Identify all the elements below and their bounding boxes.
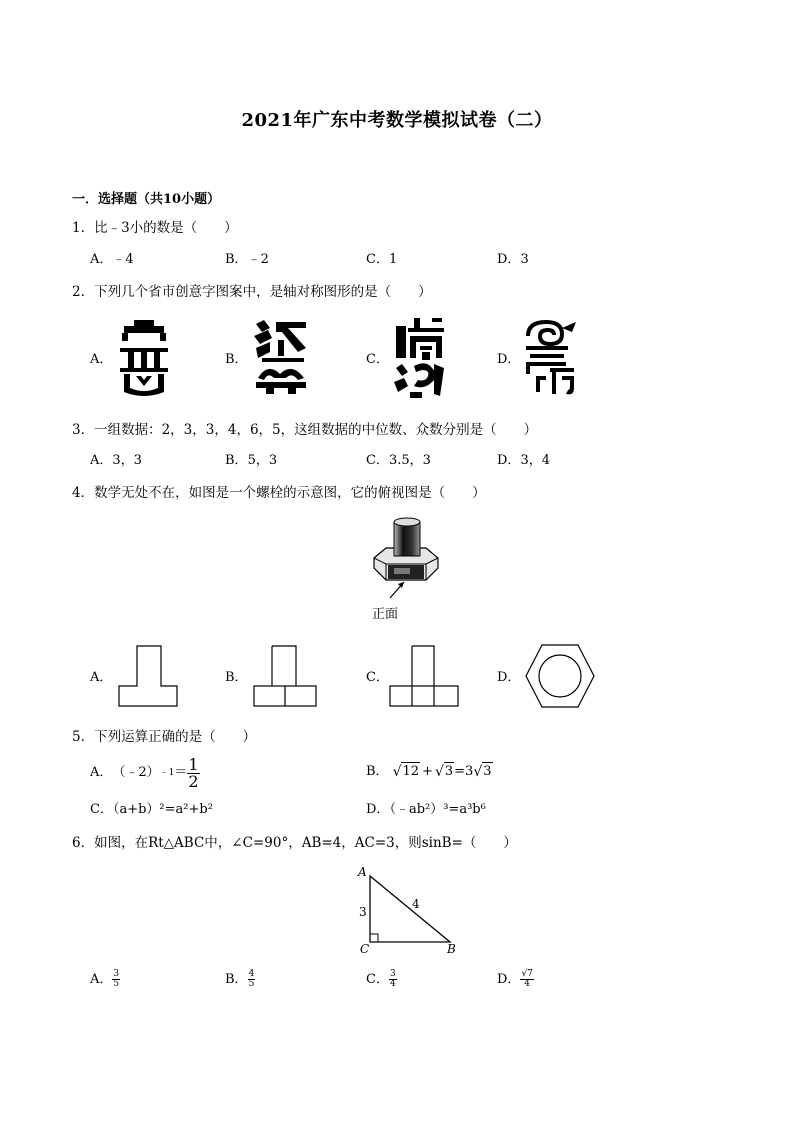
- q3-option-b[interactable]: B．5，3: [225, 453, 278, 468]
- vertex-c-label: C: [360, 942, 370, 956]
- q2-option-a-label[interactable]: A．: [90, 352, 113, 367]
- q4-option-d-figure: [524, 643, 596, 709]
- q2-glyph-d-image: [522, 318, 580, 398]
- radical-sign: √: [434, 763, 444, 780]
- section-heading: 一．选择题（共10小题）: [72, 192, 221, 207]
- question-6-stem: 6．如图，在Rt△ABC中，∠C=90°，AB=4，AC=3，则sinB=（ ）: [72, 835, 517, 851]
- fraction: $\frac{3}{5}$: [113, 969, 120, 989]
- fraction: $\frac{4}{5}$: [248, 969, 255, 989]
- q2-option-c-label[interactable]: C．: [366, 352, 389, 367]
- q4-option-c-label[interactable]: C．: [366, 670, 389, 685]
- q5-option-c[interactable]: C．（a+b）²=a²+b²: [90, 802, 213, 817]
- q3-option-d[interactable]: D．3，4: [497, 453, 550, 468]
- radical-sign: √: [473, 763, 483, 780]
- q2-glyph-c-image: [392, 316, 448, 400]
- q1-option-a[interactable]: A．﹣4: [90, 252, 134, 267]
- question-5-stem: 5．下列运算正确的是（ ）: [72, 729, 257, 745]
- q4-option-c-figure: [388, 644, 460, 708]
- q2-option-b-label[interactable]: B．: [225, 352, 248, 367]
- q1-option-c[interactable]: C．1: [366, 252, 398, 267]
- vertex-b-label: B: [447, 942, 456, 956]
- q1-option-d[interactable]: D．3: [497, 252, 529, 267]
- question-4-stem: 4．数学无处不在，如图是一个螺栓的示意图，它的俯视图是（ ）: [72, 485, 486, 501]
- side-ab-label: 4: [412, 897, 420, 911]
- q4-option-b-figure: [252, 644, 318, 708]
- q4-option-a-label[interactable]: A．: [90, 670, 113, 685]
- page-title: 2021年广东中考数学模拟试卷（二）: [241, 110, 553, 131]
- q4-option-b-label[interactable]: B．: [225, 670, 248, 685]
- q4-option-a-figure: [117, 644, 181, 708]
- q6-option-b[interactable]: B． $\frac{4}{5}$: [225, 969, 255, 989]
- figure-front-label: 正面: [372, 607, 399, 622]
- fraction: $\frac{1}{2}$: [188, 754, 199, 791]
- q4-option-d-label[interactable]: D．: [497, 670, 521, 685]
- vertex-a-label: A: [358, 865, 367, 879]
- question-1-stem: 1．比﹣3小的数是（ ）: [72, 220, 238, 236]
- q3-option-c[interactable]: C．3.5，3: [366, 453, 431, 468]
- q5-option-b[interactable]: B． √ 12 + √ 3 =3 √ 3: [366, 763, 492, 780]
- side-ac-label: 3: [359, 905, 367, 919]
- q3-option-a[interactable]: A．3，3: [90, 453, 142, 468]
- triangle-figure: [350, 862, 462, 958]
- q6-option-c[interactable]: C． $\frac{3}{4}$: [366, 969, 396, 989]
- q2-glyph-a-image: [118, 318, 170, 398]
- q1-option-b[interactable]: B．﹣2: [225, 252, 269, 267]
- radical-sign: √: [392, 763, 402, 780]
- bolt-figure: [370, 514, 442, 598]
- question-2-stem: 2．下列几个省市创意字图案中，是轴对称图形的是（ ）: [72, 284, 432, 300]
- fraction: $\frac{3}{4}$: [389, 969, 396, 989]
- fraction: $\frac{√7}{4}$: [521, 969, 533, 989]
- q2-option-d-label[interactable]: D．: [497, 352, 521, 367]
- question-3-stem: 3．一组数据：2，3，3，4，6，5，这组数据的中位数、众数分别是（ ）: [72, 422, 538, 438]
- q6-option-a[interactable]: A． $\frac{3}{5}$: [90, 969, 120, 989]
- q5-option-a[interactable]: A． （﹣2） ﹣1 ＝ $\frac{1}{2}$: [90, 754, 199, 791]
- q2-glyph-b-image: [252, 318, 310, 398]
- q6-option-d[interactable]: D． $\frac{√7}{4}$: [497, 969, 533, 989]
- q5-option-d[interactable]: D．（﹣ab²）³=a³b⁶: [366, 802, 486, 817]
